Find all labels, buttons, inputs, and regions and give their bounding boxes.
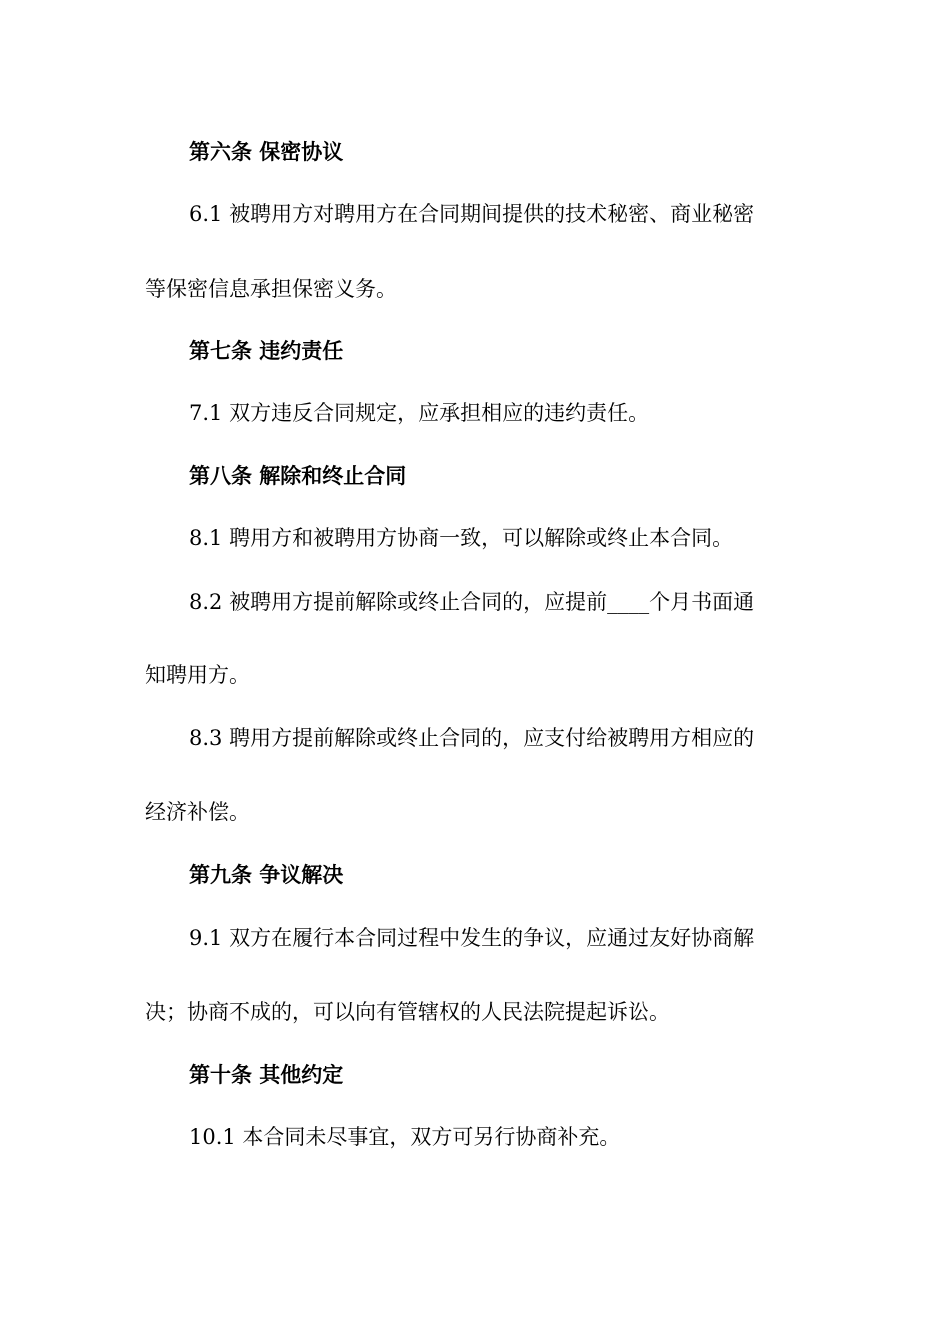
clause-7-1: 7.1 双方违反合同规定，应承担相应的违约责任。 [189, 401, 650, 425]
section-9-heading: 第九条 争议解决 [189, 862, 344, 887]
clause-8-3-line-1: 8.3 聘用方提前解除或终止合同的，应支付给被聘用方相应的 [189, 726, 755, 750]
clause-6-1-line-1: 6.1 被聘用方对聘用方在合同期间提供的技术秘密、商业秘密 [189, 202, 755, 226]
clause-6-1-line-2: 等保密信息承担保密义务。 [145, 277, 397, 301]
clause-8-2-line-1: 8.2 被聘用方提前解除或终止合同的，应提前____个月书面通 [189, 590, 755, 614]
section-7-heading: 第七条 违约责任 [189, 338, 344, 363]
clause-8-1: 8.1 聘用方和被聘用方协商一致，可以解除或终止本合同。 [189, 526, 734, 550]
clause-9-1-line-1: 9.1 双方在履行本合同过程中发生的争议，应通过友好协商解 [189, 926, 755, 950]
section-10-heading: 第十条 其他约定 [189, 1062, 344, 1087]
clause-9-1-line-2: 决；协商不成的，可以向有管辖权的人民法院提起诉讼。 [145, 1000, 670, 1024]
section-8-heading: 第八条 解除和终止合同 [189, 463, 407, 488]
section-6-heading: 第六条 保密协议 [189, 139, 344, 164]
clause-10-1: 10.1 本合同未尽事宜，双方可另行协商补充。 [189, 1125, 621, 1149]
clause-8-3-line-2: 经济补偿。 [145, 800, 250, 824]
clause-8-2-line-2: 知聘用方。 [145, 663, 250, 687]
